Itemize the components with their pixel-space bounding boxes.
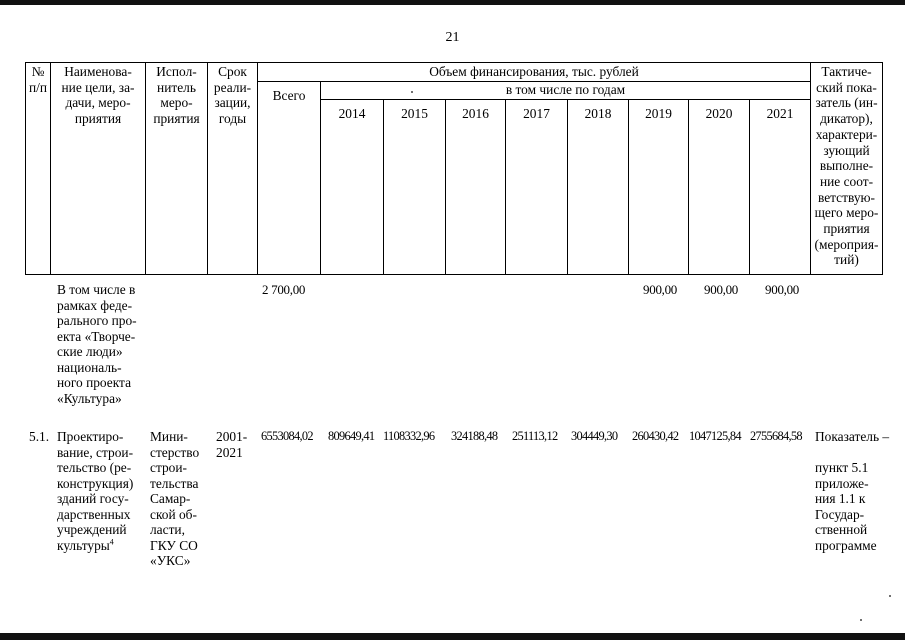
- scan-speck: [860, 619, 862, 621]
- scan-speck: [411, 91, 413, 93]
- scan-top-edge: [0, 0, 905, 5]
- header-year-2018: 2018: [584, 106, 612, 121]
- header-name: Наименова- ние цели, за- дачи, меро- приятия: [61, 64, 135, 126]
- header-no: № п/п: [28, 64, 48, 95]
- header-total: Всего: [272, 88, 306, 103]
- row2-2020: 1047125,84: [689, 429, 741, 443]
- row2-indicator-text: пункт 5.1 приложе- ния 1.1 к Государ- ственной программе: [815, 460, 877, 553]
- page-number: 21: [445, 30, 460, 45]
- row1-2020: 900,00: [704, 282, 738, 297]
- row2-2018: 304449,30: [571, 429, 618, 443]
- row2-term: 2001- 2021: [216, 429, 248, 460]
- header-executor: Испол- нитель меро- приятия: [153, 64, 200, 126]
- row2-executor: Мини- стерство строи- тельства Самар- ской об- ласти, ГКУ СО «УКС»: [150, 429, 200, 568]
- row1-2019: 900,00: [643, 282, 677, 297]
- header-funding-title: Объем финансирования, тыс. рублей: [429, 64, 639, 79]
- header-year-2014: 2014: [338, 106, 366, 121]
- header-indicator: Тактиче- ский пока- затель (ин- дикатор), характери- зующий выполне- ние соот- ветствую- щего меро- приятия (мероприя- тий): [814, 64, 879, 268]
- scan-bottom-edge: [0, 633, 905, 640]
- row2-2019: 260430,42: [632, 429, 679, 443]
- header-year-2021: 2021: [766, 106, 794, 121]
- header-year-2017: 2017: [523, 106, 550, 121]
- row2-2021: 2755684,58: [750, 429, 802, 443]
- header-term: Срок реали- зации, годы: [213, 64, 252, 126]
- row2-name: Проектиро- вание, строи- тельство (ре- конструкция) зданий госу- дарственных учреждений культуры$^4$: [57, 429, 134, 553]
- row2-indicator-label: Показатель –: [815, 429, 890, 444]
- row2-2014: 809649,41: [328, 429, 375, 443]
- header-year-2020: 2020: [705, 106, 733, 121]
- row2-number: 5.1.: [29, 429, 50, 444]
- header-year-2019: 2019: [645, 106, 672, 121]
- row2-footnote-mark: 4: [109, 537, 114, 547]
- scan-speck: [889, 595, 891, 597]
- row2-total: 6553084,02: [261, 429, 313, 443]
- header-year-2016: 2016: [462, 106, 489, 121]
- row2-2016: 324188,48: [451, 429, 498, 443]
- header-year-2015: 2015: [401, 106, 428, 121]
- row1-total: 2 700,00: [262, 282, 306, 297]
- row2-2015: 1108332,96: [383, 429, 435, 443]
- header-by-years: в том числе по годам: [505, 82, 626, 97]
- row1-name: В том числе в рамках феде- рального про- екта «Творче- ские люди» националь- ного проекта «Культура»: [57, 282, 137, 406]
- row1-2021: 900,00: [765, 282, 799, 297]
- row2-2017: 251113,12: [512, 429, 558, 443]
